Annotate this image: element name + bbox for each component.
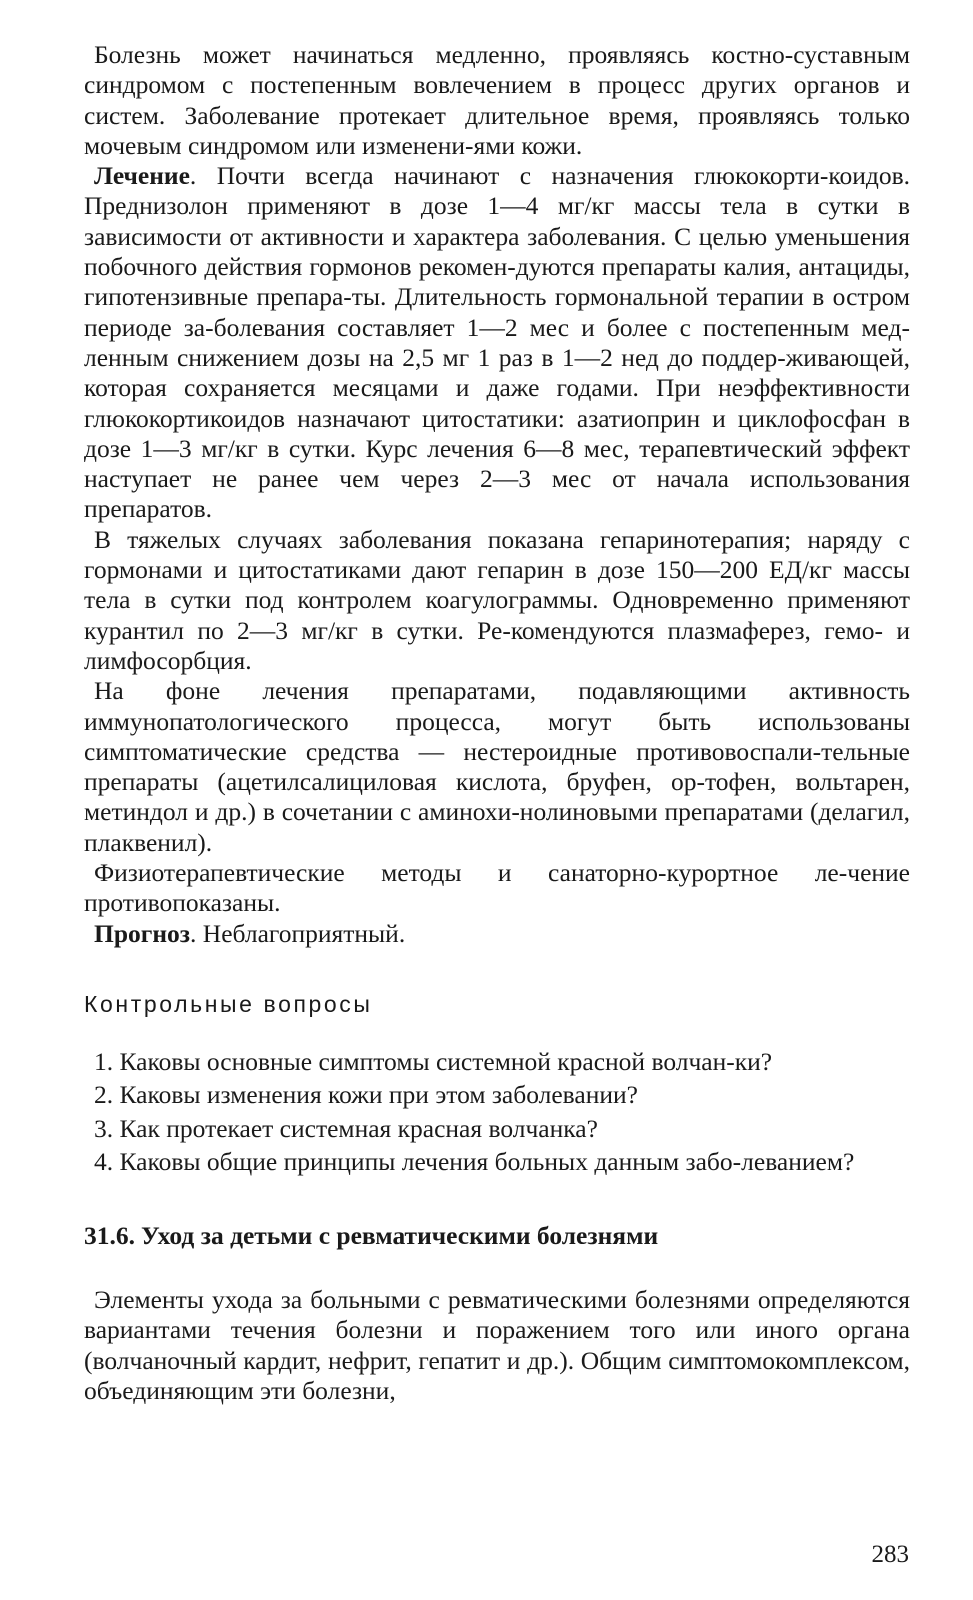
question-item: 1. Каковы основные симптомы системной красной волчан-ки? [94, 1046, 773, 1076]
prognosis-lead: Прогноз [94, 918, 191, 948]
control-questions-title: Контрольные вопросы [84, 990, 373, 1017]
treatment-lead: Лечение [94, 161, 190, 191]
section-number: 31.6. [84, 1221, 135, 1251]
page-number: 283 [871, 1541, 909, 1568]
treatment-text: . Почти всегда начинают с назначения глюкокорти-коидов. Преднизолон применяют в дозе 1—4 мг/кг массы тела в сутки в зависимости от активности и характера заболевания. С целью уменьшения побочного действия гормонов рекомен-дуются препараты калия, антациды, гипотензивные препара-ты. Длительность гормональной терапии в остром периоде за-болевания составляет 1—2 мес и более с постепенным мед-ленным снижением дозы на 2,5 мг 1 раз в 1—2 нед до поддер-живающей, которая сохраняется месяцами и даже годами. При неэффективности глюкокортикоидов назначают цитостатики: азатиоприн и циклофосфан в дозе 1—3 мг/кг в сутки. Курс лечения 6—8 мес, терапевтический эффект наступает не ранее чем через 2—3 мес от начала использования препаратов. [84, 161, 910, 524]
paragraph-treatment [84, 161, 910, 525]
section-title: Уход за детьми с ревматическими болезнями [141, 1221, 659, 1251]
paragraph-physio: Физиотерапевтические методы и санаторно-курортное ле-чение противопоказаны. [84, 858, 910, 918]
question-item: 4. Каковы общие принципы лечения больных данным забо-леванием? [94, 1146, 855, 1176]
paragraph-prognosis [84, 919, 910, 949]
control-questions-list [84, 1047, 910, 1177]
question-item: 2. Каковы изменения кожи при этом заболевании? [94, 1080, 638, 1110]
prognosis-text: . Неблагоприятный. [190, 918, 406, 948]
paragraph-symptomatic: На фоне лечения препаратами, подавляющими активность иммунопатологического процесса, могут быть использованы симптоматические средства — нестероидные противовоспали-тельные препараты (ацетилсалициловая кислота, бруфен, ор-тофен, вольтарен, метиндол и др.) в сочетании с аминохи-нолиновыми препаратами (делагил, плаквенил). [84, 676, 910, 857]
paragraph-care: Элементы ухода за больными с ревматическими болезнями определяются вариантами течения болезни и поражением того или иного органа (волчаночный кардит, нефрит, гепатит и др.). Общим симптомокомплексом, объединяющим эти болезни, [84, 1285, 910, 1405]
section-heading [84, 1221, 910, 1251]
page-body [84, 40, 910, 1406]
paragraph-onset: Болезнь может начинаться медленно, проявляясь костно-суставным синдромом с постепенным вовлечением в процесс других органов и систем. Заболевание протекает длительное время, проявляясь только мочевым синдромом или изменени-ями кожи. [84, 40, 910, 160]
paragraph-heparin: В тяжелых случаях заболевания показана гепаринотерапия; наряду с гормонами и цитостатиками дают гепарин в дозе 150—200 ЕД/кг массы тела в сутки под контролем коагулограммы. Одновременно применяют курантил по 2—3 мг/кг в сутки. Ре-комендуются плазмаферез, гемо- и лимфосорбция. [84, 524, 910, 675]
question-item: 3. Как протекает системная красная волчанка? [94, 1113, 598, 1143]
